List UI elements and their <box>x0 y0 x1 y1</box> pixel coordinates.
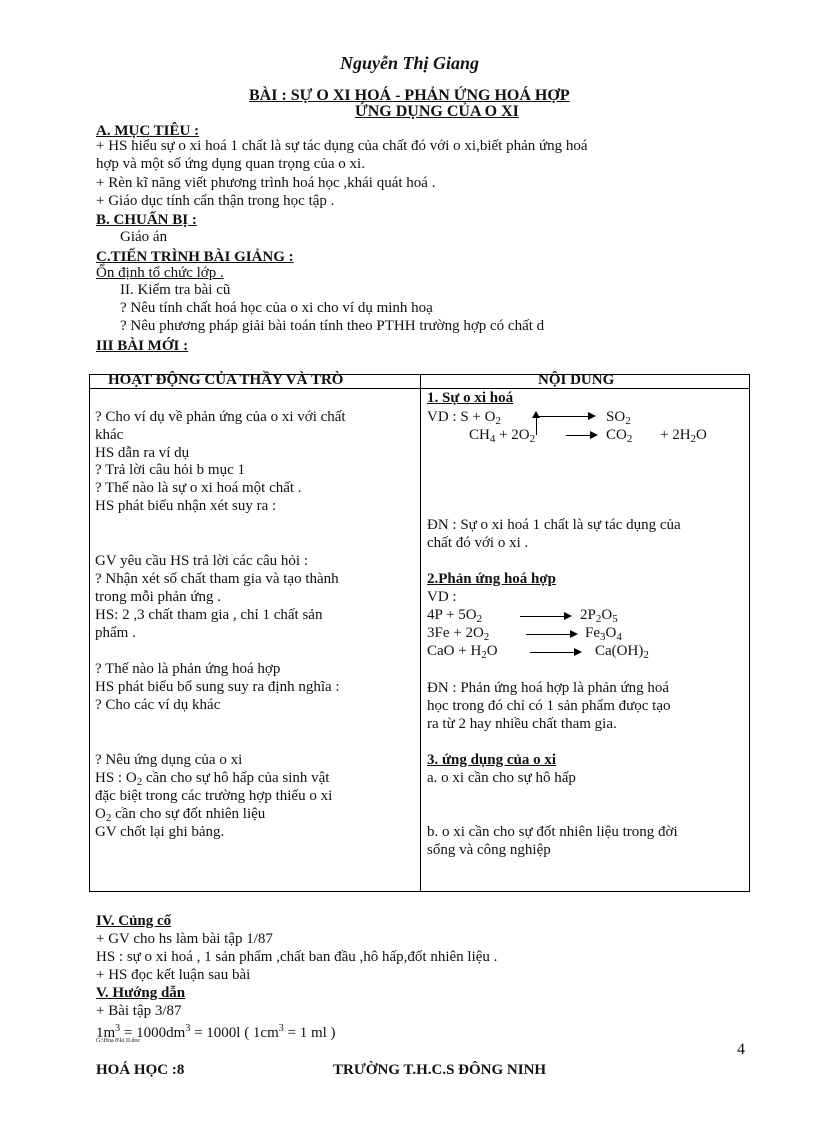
table-header-activities: HOẠT ĐỘNG CỦA THẦY VÀ TRÒ <box>108 372 344 388</box>
unit-conversion-line: $1m^3 = 1000dm^3 = 1000l$ ( $1cm^3 = 1$ ml ) <box>96 1023 336 1041</box>
equation-p-o2: $4P + 5O_2$ <box>427 607 483 625</box>
section-iv-title: IV. Củng cố <box>96 913 172 929</box>
reaction-arrow <box>530 652 580 653</box>
content-section-applications: 3. ứng dụng của o xi <box>427 752 557 768</box>
procedure-step: Ổn định tổ chức lớp . <box>96 265 224 281</box>
review-question: ? Nêu tính chất hoá học của o xi cho ví dụ minh hoạ <box>120 300 433 316</box>
application-item: sống và công nghiệp <box>427 842 551 858</box>
footer-school: TRƯỜNG T.H.C.S ĐÔNG NINH <box>333 1062 547 1078</box>
content-section-combination: 2.Phản ứng hoá hợp <box>427 571 557 587</box>
definition-combination: ĐN : Phản ứng hoá hợp là phản ứng hoá <box>427 680 670 696</box>
review-question: ? Nêu phương pháp giải bài toán tính theo PTHH trường hợp có chất d <box>120 318 545 334</box>
equation-p2o5-product: $2P_2O_5$ <box>580 607 618 625</box>
definition-combination: ra từ 2 hay nhiều chất tham gia. <box>427 716 617 732</box>
reaction-up-arrow <box>536 417 537 435</box>
procedure-step: II. Kiểm tra bài cũ <box>120 282 231 298</box>
preparation-item: Giáo án <box>120 229 168 245</box>
application-item: b. o xi cần cho sự đốt nhiên liệu trong đời <box>427 824 678 840</box>
section-c-title: C.TIẾN TRÌNH BÀI GIẢNG : <box>96 249 294 265</box>
reaction-arrow <box>566 435 596 436</box>
objective-line: + HS hiểu sự o xi hoá 1 chất là sự tác dụng của chất đó với o xi,biết phản ứng hoá <box>96 138 588 154</box>
section-a-title: A. MỤC TIÊU : <box>96 123 200 139</box>
activity-line: HS phát biểu bổ sung suy ra định nghĩa : <box>95 679 340 695</box>
reaction-arrow <box>539 416 594 417</box>
definition-oxidation: ĐN : Sự o xi hoá 1 chất là sự tác dụng của <box>427 517 681 533</box>
objective-line: + Rèn kĩ năng viết phương trình hoá học ,khái quát hoá . <box>96 175 436 191</box>
section-b-title: B. CHUẨN BỊ : <box>96 212 197 228</box>
section-iii-title: III BÀI MỚI : <box>96 338 189 354</box>
equation-cao-h2o: CaO + $H_2O$ <box>427 643 498 661</box>
activity-line: đặc biệt trong các trường hợp thiếu o xi <box>95 788 333 804</box>
footer-subject: HOÁ HỌC :8 <box>96 1062 185 1078</box>
table-column-divider <box>420 375 421 891</box>
equation-fe-o2: $3Fe + 2O_2$ <box>427 625 490 643</box>
equation-caoh2-product: $Ca(OH)_2$ <box>595 643 649 661</box>
activity-line: GV yêu cầu HS trả lời các câu hỏi : <box>95 553 309 569</box>
lesson-subtitle: ỨNG DỤNG CỦA O XI <box>355 103 519 120</box>
equation-fe3o4-product: $Fe_3O_4$ <box>585 625 622 643</box>
consolidation-line: + GV cho hs làm bài tập 1/87 <box>96 931 273 947</box>
equation-water-product: + $2H_2O$ <box>660 427 707 445</box>
activity-line: ? Trả lời câu hỏi b mục 1 <box>95 462 245 478</box>
activity-line: trong mỗi phản ứng . <box>95 589 222 605</box>
author-name: Nguyễn Thị Giang <box>340 53 480 73</box>
consolidation-line: HS : sự o xi hoá , 1 sản phẩm ,chất ban đầu ,hô hấp,đốt nhiên liệu . <box>96 949 498 965</box>
activity-line: ? Thế nào là sự o xi hoá một chất . <box>95 480 302 496</box>
homework-line: + Bài tập 3/87 <box>96 1003 182 1019</box>
equation-co2-product: $CO_2$ <box>606 427 633 445</box>
definition-combination: học trong đó chỉ có 1 sản phẩm đưọc tạo <box>427 698 671 714</box>
table-header-content: NỘI DUNG <box>538 372 615 388</box>
activity-line: ? Cho các ví dụ khác <box>95 697 221 713</box>
application-item: a. o xi cần cho sự hô hấp <box>427 770 576 786</box>
activity-line: $O_2$ cần cho sự đốt nhiên liệu <box>95 806 266 824</box>
section-v-title: V. Hướng dẫn <box>96 985 186 1001</box>
activity-line: ? Thế nào là phản ứng hoá hợp <box>95 661 281 677</box>
activity-line: HS phát biểu nhận xét suy ra : <box>95 498 277 514</box>
lesson-title: BÀI : SỰ O XI HOÁ - PHẢN ỨNG HOÁ HỢP <box>249 87 570 104</box>
example-label: VD : <box>427 589 457 605</box>
activity-line: HS dẫn ra ví dụ <box>95 445 190 461</box>
objective-line: + Giáo dục tính cẩn thận trong học tập . <box>96 193 335 209</box>
lesson-activity-table <box>89 374 750 892</box>
file-path-note: G:\Hoa 8\ki II.doc <box>96 1038 141 1044</box>
activity-line: ? Cho ví dụ về phản ứng của o xi với chất <box>95 409 346 425</box>
objective-line: hợp và một số ứng dụng quan trọng của o xi. <box>96 156 365 172</box>
activity-line: phẩm . <box>95 625 136 641</box>
activity-line: HS: 2 ,3 chất tham gia , chỉ 1 chất sản <box>95 607 323 623</box>
equation-s-o2: VD : $S + O_2$ <box>427 409 501 427</box>
equation-so2-product: $SO_2$ <box>606 409 631 427</box>
reaction-arrow <box>526 634 576 635</box>
activity-line: ? Nhận xét số chất tham gia và tạo thành <box>95 571 339 587</box>
consolidation-line: + HS đọc kết luận sau bài <box>96 967 251 983</box>
activity-line: HS : $O_2$ cần cho sự hô hấp của sinh vật <box>95 770 330 788</box>
reaction-arrow <box>520 616 570 617</box>
definition-oxidation: chất đó với o xi . <box>427 535 529 551</box>
activity-line: ? Nêu ứng dụng của o xi <box>95 752 243 768</box>
activity-line: GV chốt lại ghi bảng. <box>95 824 225 840</box>
page-number: 4 <box>737 1041 745 1058</box>
activity-line: khác <box>95 427 124 443</box>
equation-ch4-o2: $CH_4 + 2O_2$ <box>469 427 536 445</box>
content-section-oxidation: 1. Sự o xi hoá <box>427 390 514 406</box>
